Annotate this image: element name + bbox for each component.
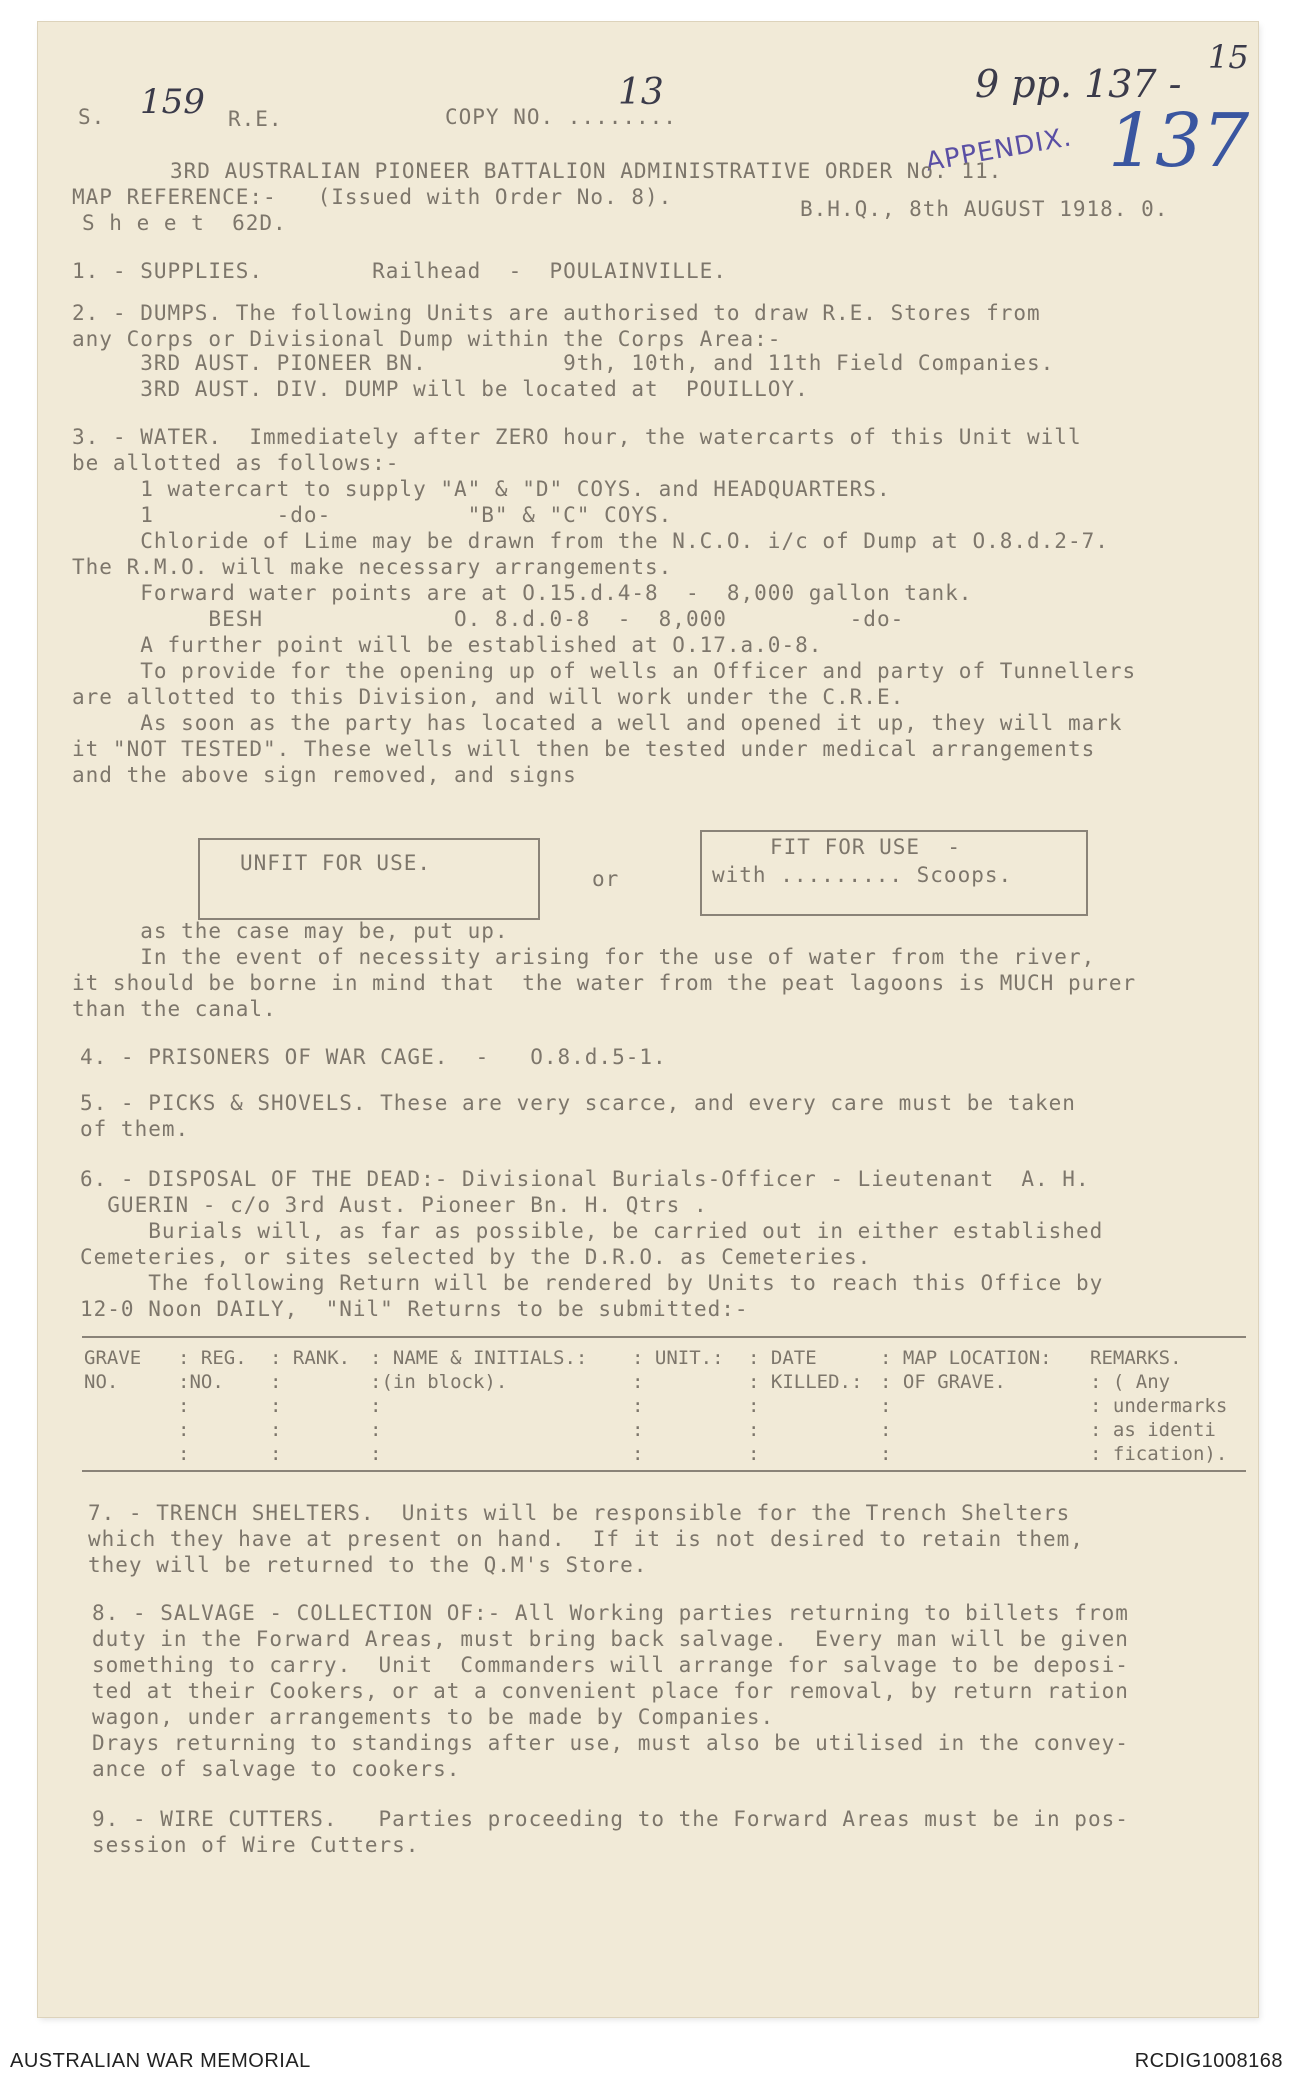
section-salvage-line-6: Drays returning to standings after use, must also be utilised in the convey- — [92, 1731, 1129, 1755]
section-water-line-13: it "NOT TESTED". These wells will then be tested under medical arrangements — [72, 737, 1096, 761]
sign-or-label: or — [592, 867, 620, 891]
section-water-line-11: are allotted to this Division, and will work under the C.R.E. — [72, 685, 905, 709]
copy-number-label: COPY NO. ........ — [445, 105, 677, 129]
section-prisoners: 4. - PRISONERS OF WAR CAGE. - O.8.d.5-1. — [80, 1045, 667, 1069]
handwritten-folio-big: 137 — [1108, 98, 1250, 184]
section-salvage-line-3: something to carry. Unit Commanders will arrange for salvage to be deposi- — [92, 1653, 1129, 1677]
table-col-grave: GRAVE NO. — [84, 1347, 142, 1393]
sign-fit-label-2: with ......... Scoops. — [712, 863, 1013, 887]
section-salvage-line-5: wagon, under arrangements to be made by Companies. — [92, 1705, 775, 1729]
section-dead-line-4: Cemeteries, or sites selected by the D.R.O. as Cemeteries. — [80, 1245, 872, 1269]
sign-fit-label-1: FIT FOR USE - — [770, 835, 962, 859]
table-col-reg: : REG. :NO. : : : — [178, 1347, 247, 1465]
section-water-line-3: 1 watercart to supply "A" & "D" COYS. and HEADQUARTERS. — [72, 477, 891, 501]
table-bottom-rule — [82, 1470, 1246, 1472]
section-picks-line-2: of them. — [80, 1117, 190, 1141]
section-water-line-14: and the above sign removed, and signs — [72, 763, 577, 787]
hq-date: B.H.Q., 8th AUGUST 1918. 0. — [800, 197, 1169, 221]
section-water-line-2: be allotted as follows:- — [72, 451, 400, 475]
section-wire-cutters-line-1: 9. - WIRE CUTTERS. Parties proceeding to the Forward Areas must be in pos- — [92, 1807, 1129, 1831]
section-picks-line-1: 5. - PICKS & SHOVELS. These are very scarce, and every care must be taken — [80, 1091, 1076, 1115]
section-water-line-10: To provide for the opening up of wells an Officer and party of Tunnellers — [72, 659, 1137, 683]
section-shelters-line-1: 7. - TRENCH SHELTERS. Units will be responsible for the Trench Shelters — [88, 1501, 1071, 1525]
section-salvage-line-4: ted at their Cookers, or at a convenient place for removal, by return ration — [92, 1679, 1129, 1703]
section-water-cont-1: as the case may be, put up. — [72, 919, 509, 943]
section-water-cont-4: than the canal. — [72, 997, 277, 1021]
section-water-line-5: Chloride of Lime may be drawn from the N.C.O. i/c of Dump at O.8.d.2-7. — [72, 529, 1109, 553]
map-reference: MAP REFERENCE:- (Issued with Order No. 8). — [72, 185, 673, 209]
section-water-line-8: BESH O. 8.d.0-8 - 8,000 -do- — [72, 607, 905, 631]
section-dead-line-3: Burials will, as far as possible, be carried out in either established — [80, 1219, 1104, 1243]
footer-archive-name: AUSTRALIAN WAR MEMORIAL — [10, 2050, 311, 2072]
section-dead-line-1: 6. - DISPOSAL OF THE DEAD:- Divisional Burials-Officer - Lieutenant A. H. — [80, 1167, 1090, 1191]
order-title: 3RD AUSTRALIAN PIONEER BATTALION ADMINISTRATIVE ORDER No. 11. — [170, 159, 1003, 183]
section-dumps-line-2: any Corps or Divisional Dump within the Corps Area:- — [72, 327, 782, 351]
table-top-rule — [82, 1336, 1246, 1338]
footer-record-id: RCDIG1008168 — [1134, 2050, 1283, 2072]
section-salvage-line-2: duty in the Forward Areas, must bring back salvage. Every man will be given — [92, 1627, 1129, 1651]
handwritten-folio-top: 9 pp. 137 - — [975, 62, 1182, 106]
header-line-left: S. — [78, 105, 106, 129]
table-col-date: : DATE : KILLED.: : : : — [748, 1347, 863, 1465]
header-line-mid: R.E. — [228, 107, 283, 131]
sign-unfit-label: UNFIT FOR USE. — [240, 851, 432, 875]
section-dead-line-2: GUERIN - c/o 3rd Aust. Pioneer Bn. H. Qtrs . — [80, 1193, 708, 1217]
section-dumps-line-1: 2. - DUMPS. The following Units are authorised to draw R.E. Stores from — [72, 301, 1041, 325]
section-water-line-4: 1 -do- "B" & "C" COYS. — [72, 503, 673, 527]
table-col-remarks: REMARKS. : ( Any : undermarks : as identi : fication). — [1090, 1347, 1228, 1465]
table-col-unit: : UNIT.: : : : : — [632, 1347, 724, 1465]
section-dead-line-6: 12-0 Noon DAILY, "Nil" Returns to be submitted:- — [80, 1297, 749, 1321]
table-col-location: : MAP LOCATION: : OF GRAVE. : : : — [880, 1347, 1052, 1465]
section-water-line-12: As soon as the party has located a well and opened it up, they will mark — [72, 711, 1123, 735]
table-col-rank: : RANK. : : : : — [270, 1347, 351, 1465]
sheet-reference: S h e e t 62D. — [82, 211, 287, 235]
section-water-line-7: Forward water points are at O.15.d.4-8 - 8,000 gallon tank. — [72, 581, 973, 605]
section-shelters-line-2: which they have at present on hand. If it is not desired to retain them, — [88, 1527, 1084, 1551]
section-water-line-1: 3. - WATER. Immediately after ZERO hour, the watercarts of this Unit will — [72, 425, 1082, 449]
section-salvage-line-1: 8. - SALVAGE - COLLECTION OF:- All Working parties returning to billets from — [92, 1601, 1129, 1625]
section-wire-cutters-line-2: session of Wire Cutters. — [92, 1833, 420, 1857]
table-col-name: : NAME & INITIALS.: :(in block). : : : — [370, 1347, 588, 1465]
section-dumps-line-4: 3RD AUST. DIV. DUMP will be located at POUILLOY. — [72, 377, 809, 401]
section-water-line-6: The R.M.O. will make necessary arrangements. — [72, 555, 673, 579]
handwritten-copy-number: 13 — [618, 72, 664, 113]
appendix-stamp: APPENDIX. — [923, 122, 1075, 178]
section-supplies: 1. - SUPPLIES. Railhead - POULAINVILLE. — [72, 259, 727, 283]
section-water-line-9: A further point will be established at O.17.a.0-8. — [72, 633, 823, 657]
handwritten-page-number: 159 — [140, 82, 205, 122]
section-salvage-line-7: ance of salvage to cookers. — [92, 1757, 461, 1781]
section-water-cont-3: it should be borne in mind that the water from the peat lagoons is MUCH purer — [72, 971, 1137, 995]
section-water-cont-2: In the event of necessity arising for the use of water from the river, — [72, 945, 1096, 969]
handwritten-folio-corner: 15 — [1208, 38, 1249, 76]
section-dumps-line-3: 3RD AUST. PIONEER BN. 9th, 10th, and 11th Field Companies. — [72, 351, 1055, 375]
section-shelters-line-3: they will be returned to the Q.M's Store. — [88, 1553, 648, 1577]
section-dead-line-5: The following Return will be rendered by Units to reach this Office by — [80, 1271, 1104, 1295]
